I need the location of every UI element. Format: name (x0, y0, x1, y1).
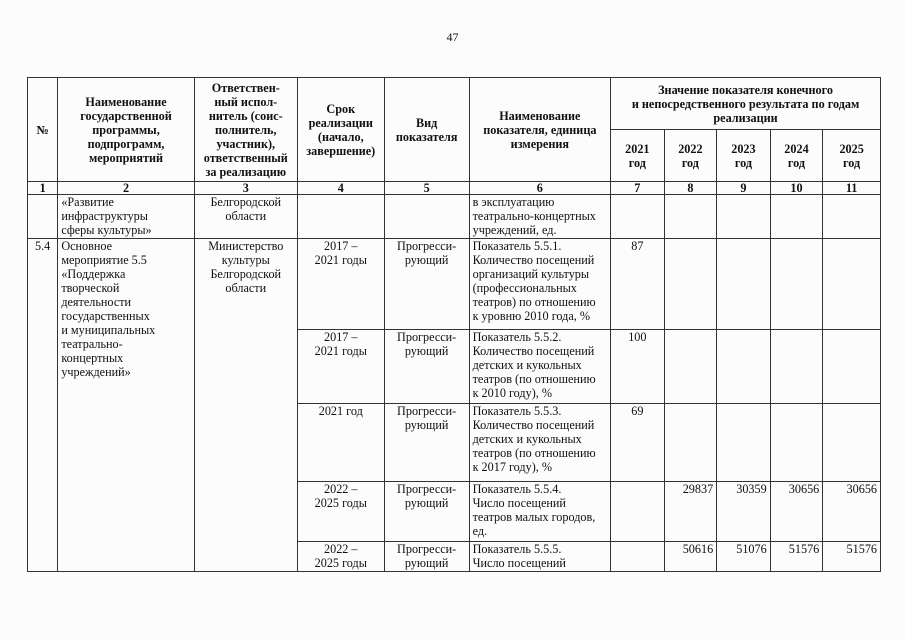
column-number: 4 (297, 182, 384, 195)
header-year-2021: 2021 год (611, 130, 665, 182)
row-value-2023 (717, 195, 771, 239)
row-type (384, 195, 469, 239)
row-value-2021: 87 (611, 239, 665, 330)
row-type: Прогресси- рующий (384, 330, 469, 404)
row-value-2022: 50616 (664, 542, 717, 572)
table-row (28, 239, 881, 330)
header-indicator: Наименование показателя, единица измерения (469, 78, 610, 182)
column-number: 3 (194, 182, 297, 195)
group-num: 5.4 (28, 239, 58, 572)
column-numbers-row (28, 182, 881, 195)
header-year-2025: 2025 год (823, 130, 881, 182)
header-year-2023: 2023 год (717, 130, 771, 182)
row-num (28, 195, 58, 239)
column-number: 8 (664, 182, 717, 195)
row-value-2025 (823, 330, 881, 404)
row-term: 2017 – 2021 годы (297, 239, 384, 330)
header-type: Вид показателя (384, 78, 469, 182)
row-value-2023: 30359 (717, 482, 771, 542)
row-type: Прогресси- рующий (384, 404, 469, 482)
row-indicator: Показатель 5.5.2. Количество посещений детских и кукольных театров (по отношению к 2010 году), % (469, 330, 610, 404)
group-name: Основное мероприятие 5.5 «Поддержка творческой деятельности государственных и муниципальных театрально- концертных учреждений» (58, 239, 194, 572)
row-indicator: Показатель 5.5.1. Количество посещений организаций культуры (профессиональных театров) по отношению к уровню 2010 года, % (469, 239, 610, 330)
column-number: 10 (770, 182, 823, 195)
row-term: 2022 – 2025 годы (297, 482, 384, 542)
row-indicator: в эксплуатацию театрально-концертных учреждений, ед. (469, 195, 610, 239)
row-value-2025 (823, 195, 881, 239)
header-year-2024: 2024 год (770, 130, 823, 182)
row-value-2024 (770, 330, 823, 404)
row-value-2023 (717, 404, 771, 482)
row-value-2022 (664, 330, 717, 404)
column-number: 1 (28, 182, 58, 195)
page-number: 47 (446, 30, 459, 44)
row-type: Прогресси- рующий (384, 239, 469, 330)
row-value-2025: 51576 (823, 542, 881, 572)
column-number: 5 (384, 182, 469, 195)
header-num: № (28, 78, 58, 182)
table-row (28, 195, 881, 239)
row-term: 2022 – 2025 годы (297, 542, 384, 572)
row-type: Прогресси- рующий (384, 542, 469, 572)
row-value-2025 (823, 239, 881, 330)
row-value-2021: 100 (611, 330, 665, 404)
column-number: 7 (611, 182, 665, 195)
row-value-2021: 69 (611, 404, 665, 482)
indicators-table (27, 77, 881, 572)
header-values: Значение показателя конечного и непосредственного результата по годам реализации (611, 78, 881, 130)
row-value-2025 (823, 404, 881, 482)
row-value-2024: 51576 (770, 542, 823, 572)
row-type: Прогресси- рующий (384, 482, 469, 542)
header-name: Наименование государственной программы, подпрограмм, мероприятий (58, 78, 194, 182)
row-value-2023: 51076 (717, 542, 771, 572)
row-value-2024 (770, 195, 823, 239)
row-name: «Развитие инфраструктуры сферы культуры» (58, 195, 194, 239)
row-value-2023 (717, 330, 771, 404)
row-value-2022: 29837 (664, 482, 717, 542)
header-responsible: Ответствен- ный испол- нитель (соис- полнитель, участник), ответственный за реализацию (194, 78, 297, 182)
column-number: 9 (717, 182, 771, 195)
row-value-2022 (664, 404, 717, 482)
header-year-2022: 2022 год (664, 130, 717, 182)
row-indicator: Показатель 5.5.4. Число посещений театров малых городов, ед. (469, 482, 610, 542)
group-responsible: Министерство культуры Белгородской области (194, 239, 297, 572)
row-indicator: Показатель 5.5.3. Количество посещений детских и кукольных театров (по отношению к 2017 году), % (469, 404, 610, 482)
row-value-2024: 30656 (770, 482, 823, 542)
row-value-2023 (717, 239, 771, 330)
column-number: 2 (58, 182, 194, 195)
column-number: 6 (469, 182, 610, 195)
row-value-2022 (664, 195, 717, 239)
row-value-2025: 30656 (823, 482, 881, 542)
row-value-2024 (770, 404, 823, 482)
row-value-2021 (611, 482, 665, 542)
row-term: 2017 – 2021 годы (297, 330, 384, 404)
row-value-2021 (611, 542, 665, 572)
row-term (297, 195, 384, 239)
row-value-2021 (611, 195, 665, 239)
row-responsible: Белгородской области (194, 195, 297, 239)
row-value-2022 (664, 239, 717, 330)
row-value-2024 (770, 239, 823, 330)
row-term: 2021 год (297, 404, 384, 482)
row-indicator: Показатель 5.5.5. Число посещений (469, 542, 610, 572)
column-number: 11 (823, 182, 881, 195)
header-term: Срок реализации (начало, завершение) (297, 78, 384, 182)
